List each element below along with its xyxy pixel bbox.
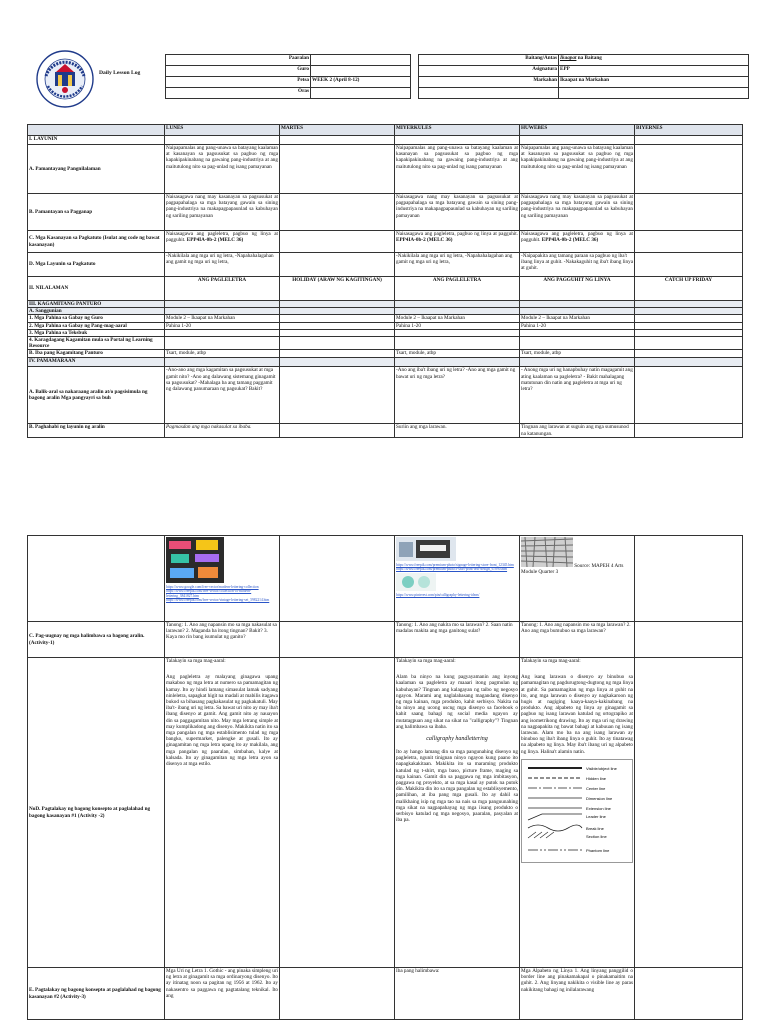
a-huwebes: Naipapamalas ang pang-unawa sa batayang kaalaman at kasanayan sa pagsusukat sa pagbuo ng mga kapakipakinabang na gawaing pang-industriya at ang maitutulong nito sa pag-unlad ng isang pamayanan — [520, 145, 635, 194]
label-paghahabi: B. Paghahabi ng layunin ng aralin — [28, 424, 165, 438]
image-link-4[interactable]: https://www.freepik.com/premium-photo/signage-lettering-store-front_12345.htm — [396, 563, 514, 568]
page-gap — [0, 484, 768, 510]
header-info-left — [165, 54, 411, 99]
label-layunin-pagkatuto: D. Mga Layunin sa Pagkatuto — [28, 253, 165, 277]
b-huwebes: Naisasagawa nang may kasanayan sa pagsusukat at pagpapahalaga sa mga batayang gawain sa sining pang-industriya na makapagpapaunlad sa kabuhayan ng sariling pamayanan — [520, 194, 635, 231]
value-baitang: na Baitang — [576, 55, 602, 61]
e-miyerkules: Iba pang halimbawa: — [395, 968, 520, 1020]
heading-sanggunian: A. Sanggunian — [28, 308, 165, 315]
store-signage-image — [396, 537, 456, 561]
c-huwebes-code: EPP4IA-0b-2 (MELC 36) — [541, 237, 599, 244]
bp-lunes: Pagmasdan ang mga nakasulat sa ibaba. — [165, 424, 280, 438]
talakayin-lunes: Talakayin sa mga mag-aaral: — [166, 658, 226, 664]
a-lunes: Naipapamalas ang pang-unawa sa batayang kaalaman at kasanayan sa pagsusukat sa pagbuo ng mga kapakipakinabang na gawaing pang-industriya at ang maitutulong nito sa pag-unlad ng isang pamayanan — [165, 145, 280, 194]
day-huwebes: HUWEBES — [520, 125, 635, 136]
image-link-5[interactable]: https://www.freepik.com/premium-photo/t-shirt-print-text-design_67890.htm — [396, 567, 508, 572]
d-miyerkules: -Nakikilala ang mga uri ng letra, -Napahahalagahan ang gamit ng mga uri ng letra, — [395, 253, 520, 277]
line-alphabet-chart — [521, 759, 633, 863]
label-oras: Oras — [166, 88, 311, 99]
talakayin-huwebes: Talakayin sa mga mag-aaral: — [521, 658, 581, 664]
heading-pamamaraan: IV. PAMAMARAAN — [28, 358, 165, 367]
line-type-label: Center line — [586, 785, 606, 791]
bp-miyerkules: Suriin ang mga larawan. — [395, 424, 520, 438]
e-huwebes: Mga Alpabeto ng Linya 1. Ang linyang panggilid o border line ang pinakamakapal o pinakamaitim na guhit. 2. Ang linyang nakikita o visible line ay paras nakikitang bahagi ng inilalarawang — [520, 968, 635, 1020]
heading-kagamitan: III. KAGAMITANG PANTURO — [28, 301, 165, 308]
label-kasanayan: C. Mga Kasanayan sa Pagkatuto (Isulat ang code ng bawat kasanayan) — [28, 231, 165, 253]
label-pag-uugnay: C. Pag-uugnay ng mga halimbawa sa bagong aralin. (Activity-1) — [28, 622, 165, 658]
label-asignatura: Asignatura — [419, 66, 559, 77]
ba-lunes: -Ano-ano ang mga kagamitan sa pagsusukat at mga gamit nito? -Ano ang dalawang sistemang ginagamit sa pagsusukat? -Mahalaga ba ang tamang paggamit ng dalawang panumaraan ng pagsukat? Bakit? — [165, 367, 280, 424]
calligraphy-sample: calligraphy handlettering — [426, 736, 488, 743]
label-pagtalakay-1: NoD. Pagtalakay ng bagong konsepto at paglalahad ng bagong kasanayan #1 (Activity -2) — [28, 658, 165, 968]
line-texture-image — [521, 537, 573, 567]
header-info-right — [418, 54, 749, 99]
nilalaman-martes: HOLIDAY (ARAW NG KAGITINGAN) — [280, 277, 395, 301]
line-type-label: Hidden line — [586, 775, 607, 781]
nod-lunes: Ang pagleletra ay malayang ginagawa upang makabuo ng mga letra at numero sa pamamagitan ng kamay. Ito ay hindi lamang simasulat lamak sadyang ninleletra, sapagkat higit na madali at mabilis itagawa bukod sa bihasang pagkakasulat ng pagkakatuli. May iba't- ibang uri ng letra. Sa bawat uri nito ay may iba't ibang disenyo at gamit. Ang gamit nito ay nauayon din sa paggagamitan nito. May mga letrang simple at may kumplikadong ang disenyo. Makikita natin ito sa mga pangalan ng mga establisimento tulad ng mga bangko, supermarket, palengke at gusali. Ito ay ginagamitan ng mga letra upang ito ay makilala, ang mga pangalan ng paaralan, simbahan, kalye at kalsada. Ito ay ginagamitan ng mga letra ayon sa disenyo at mga estilo. — [166, 674, 278, 768]
k2-huwebes: Pahina 1-20 — [520, 322, 635, 329]
label-paaralan: Paaralan — [166, 55, 311, 66]
label-teksbuk: 3. Mga Pahina sa Teksbuk — [28, 329, 165, 336]
deped-seal-logo — [36, 50, 94, 108]
line-type-label: Phantom line — [586, 847, 610, 853]
value-petsa: WEEK 2 (April 8-12) — [311, 77, 411, 88]
ba-miyerkules: -Ano ang iba't ibang uri ng letra? -Ano ang mga gamit ng bawat uri ng mga letra? — [395, 367, 520, 424]
image-link-2[interactable]: https://www.freepik.com/free-vector/collection-of-modern-lettering_3841827.htm — [166, 589, 252, 598]
k2-miyerkules: Pahina 1-20 — [395, 322, 520, 329]
k2-lunes: Pahina 1-20 — [165, 322, 280, 329]
e-lunes: Mga Uri ng Letra 1. Gothic - ang pinaka simpleng uri ng letra at ginagamit sa mga ordinaryong disenyo. Ito ay itinatag noon sa pagitan ng 1956 at 1962. Ito ay nakasentro sa paggawa ng pagtatalang teknikal. Ito ang — [165, 968, 280, 1020]
label-pamantayan-sa-pagganap: B. Pamantayan sa Pagganap — [28, 194, 165, 231]
nod-miyerkules-a: Alam ba ninyo na kung pagyayamanin ang inyong kaalaman sa pagleletra ay maaari itong pagmulan ng kabuhayan? Tingnan ang kalagayan ng taibo ng negosyo ngayon. Marami ang naglalabasang magandang disenyo ng mga kainan, mga produkto, kahit serbisyo. Nakita na ba ninyo ang ucong uscng mga disenyo sa facebook o kahit saang bahagi ng social media ngayon ay mutatagpuan ang sikat na sikat na "calligraphy"? Tingnan ang halimbawa sa ibaba. — [396, 674, 518, 730]
image-link-6[interactable]: https://www.pinterest.com/pin/calligraphy-lettering-ideas/ — [396, 592, 480, 597]
day-miyerkules: MIYERKULES — [395, 125, 520, 136]
label-portal: 4. Karagdagang Kagamitan mula sa Portal ng Learning Resource — [28, 337, 165, 350]
a-miyerkules: Naipapamalas ang pang-unawa sa batayang kaalaman at kasanayan sa pagsusukat sa pagbuo ng mga kapakipakinabang na gawaing pang-industriya at ang maitutulong nito sa pag-unlad ng isang pamayanan — [395, 145, 520, 194]
image-source-note: Source: MAPEH 4 Arts Module Quarter 3 — [521, 563, 624, 576]
nod-huwebes: Ang isang larawan o disenyo ay binubuo sa pamamagitan ng pagdurugtong-dugtong ng mga linya at guhit. Sa pamamagitan ng mga linya at guhit na ito, ang mga larawan o disenyo ay nagkakaroon ng hugis at nagiging kaaya-kaaya-kakinabang na produkto. Ang alpabeto ng linya ay ginagamit sa pagbuo ng isang larawan katulad ng ortograpiko at ang isometrikong drawing. Ito ay mga uri ng drawing na nagpapakita ng bawat bahagi at kabuuan ng isang larawan. Alam mo ba na ang isang larawan ay binubuo ng iba't ibang linya o guhit. Ito ay tinatawag na alpabeto ng linya. May iba't ibang uri ng alpabeto ng linya. Halina't alamin natin. — [521, 674, 633, 755]
label-iba-pang-kagamitan: B. Iba pang Kagamitang Panturo — [28, 350, 165, 358]
value-baitang-u: Ikaapat — [560, 55, 577, 61]
bp-huwebes: Tingnan ang larawan at suguin ang mga sumusunod na katanungan. — [520, 424, 635, 438]
value-paaralan — [311, 55, 411, 66]
k5-miyerkules: Tsart, module, atbp — [395, 350, 520, 358]
k5-lunes: Tsart, module, atbp — [165, 350, 280, 358]
label-baitang: Baitang/Antas — [419, 55, 559, 66]
value-asignatura: EPP — [559, 66, 749, 77]
line-type-label: Visible/object line — [586, 765, 617, 771]
label-gabay-guro: 1. Mga Pahina sa Gabay ng Guro — [28, 315, 165, 322]
cp-huwebes: Tanong: 1. Ano ang napansin mo sa mga larawan? 2. Ano ang mga bumubuo sa mga larawan? — [520, 622, 635, 658]
label-guro: Guro — [166, 66, 311, 77]
nilalaman-lunes: ANG PAGLELETRA — [165, 277, 280, 301]
heading-nilalaman: II. NILALAMAN — [28, 277, 165, 301]
d-lunes: -Nakikilala ang mga uri ng letra, -Napahahalagahan ang gamit ng mga uri ng letra, — [165, 253, 280, 277]
k1-miyerkules: Module 2 – Ikaapat na Markahan — [395, 315, 520, 322]
cp-miyerkules: Tanong: 1. Ano ang nakita mo sa larawan? 2. Saan natin madalas makita ang mga ganitong sulat? — [395, 622, 520, 658]
nod-miyerkules-b: Ito ay hango lamang din sa mga pangunahing disenyo ng pagleletra, ngunit tinignan ninyo ngayon kung paano ito napagkakakitaan. Makikita ito sa maraming produkto katulad ng t-shirt, mga baso, picture frame, maging sa mga kainan. Gamit din sa paggawa ng mga imbitasyon, paggawa ng proyekto, at sa mga kasal ay putok na putok din. Makikita din ito sa mga pangalan ng establisyemento, pamilihan, at iba pang mga gusali. Ito ay dahil sa malikhaing isip ng mga tao na nais sa mga panguunahing mga sikat na nagpapahayag ng mga iisang produkto o serbisyo katulad ng mga negosyo, paaralan, pasyalan at iba pa. — [396, 749, 518, 824]
tshirt-print-image — [396, 573, 436, 591]
c-lunes-code: EPP4IA-0b-2 (MELC 36) — [186, 237, 244, 244]
c-lunes: Naisasagawa ang pagleletra, pagbuo ng linya at pagguhit. — [166, 231, 278, 244]
day-biyernes: BIYERNES — [635, 125, 743, 136]
nilalaman-huwebes: ANG PAGGUHIT NG LINYA — [520, 277, 635, 301]
b-lunes: Naisasagawa nang may kasanayan sa pagsusukat at pagpapahalaga sa mga batayang gawain sa sining pang-industriya na makapagpapaunlad sa kabuhayan ng sariling pamayanan — [165, 194, 280, 231]
lesson-plan-table — [27, 124, 743, 438]
c-miyerkules-code: EPP4IA-0b-2 (MELC 36) — [396, 237, 453, 244]
label-pagtalakay-2: E. Pagtalakay ng bagong konsepto at paglalahad ng bagong kasanayan #2 (Activity-3) — [28, 968, 165, 1020]
day-martes: MARTES — [280, 125, 395, 136]
d-huwebes: -Naipapakita ang tamang paraan sa pagbuo ng iba't ibang linya at guhit. -Nakakaguhit ng iba't ibang linya at guhit. — [520, 253, 635, 277]
image-link-1[interactable]: https://www.google.com/free-vector/modern-lettering-collection — [166, 585, 259, 590]
label-gabay-mag-aaral: 2. Mga Pahina sa Gabay ng Pang-mag-aaral — [28, 322, 165, 329]
value-markahan: Ikaapat na Markahan — [559, 77, 749, 88]
lesson-plan-table-continued — [27, 535, 743, 1020]
label-petsa: Petsa — [166, 77, 311, 88]
k1-lunes: Module 2 – Ikaapat na Markahan — [165, 315, 280, 322]
b-miyerkules: Naisasagawa nang may kasanayan sa pagsusukat at pagpapahalaga sa mga batayang gawain sa sining pang-industriya na makapagpapaunlad sa kabuhayan ng sariling pamayanan — [395, 194, 520, 231]
nilalaman-miyerkules: ANG PAGLELETRA — [395, 277, 520, 301]
day-lunes: LUNES — [165, 125, 280, 136]
document-title: Daily Lesson Log — [99, 70, 141, 76]
c-huwebes: Naisasagawa ang pagleletra, pagbuo ng linya at pagguhit. — [521, 231, 633, 244]
lettering-samples-image — [166, 537, 224, 583]
line-type-label: Section line — [586, 833, 607, 839]
image-link-3[interactable]: https://www.freepik.com/free-vector/vintage-lettering-set_5982214.htm — [166, 597, 270, 602]
value-oras — [311, 88, 411, 99]
ba-huwebes: - Anong mga uri ng hanapbuhay natin magagamit ang ating kaalaman sa pagleletra? - Bakit mahalagang matutunan din natin ang pagleletra at mga uri ng letra? — [520, 367, 635, 424]
label-markahan: Markahan — [419, 77, 559, 88]
label-balik-aral: A. Balik-aral sa nakaraang aralin at/o pagsisimula ng bagong aralin Mga pangyayri sa buh — [28, 367, 165, 424]
talakayin-miyerkules: Talakayin sa mga mag-aaral: — [396, 658, 456, 664]
k5-huwebes: Tsart, module, atbp — [520, 350, 635, 358]
label-pamantayang-pangnilalaman: A. Pamantayang Pangnilalaman — [28, 145, 165, 194]
line-type-label: Extension line — [586, 805, 611, 811]
cp-lunes: Tanong: 1. Ano ang napansin mo sa mga nakasulat sa larawan? 2. Maganda ba itong tingnan? Bakit? 3. Kaya mo rin bang isumulat ng ganito? — [165, 622, 280, 658]
line-type-label: Break line — [586, 825, 604, 831]
heading-layunin: I. LAYUNIN — [28, 136, 165, 145]
c-miyerkules: Naisasagawa ang pagleletra, pagbuo ng linya at pagguhit. — [396, 231, 518, 237]
value-guro — [311, 66, 411, 77]
line-type-label: Dimension line — [586, 795, 613, 801]
nilalaman-biyernes: CATCH UP FRIDAY — [635, 277, 743, 301]
lesson-log-page-1 — [0, 0, 768, 484]
line-types-svg — [524, 762, 632, 858]
line-type-label: Leader line — [586, 813, 606, 819]
k1-huwebes: Module 2 – Ikaapat na Markahan — [520, 315, 635, 322]
